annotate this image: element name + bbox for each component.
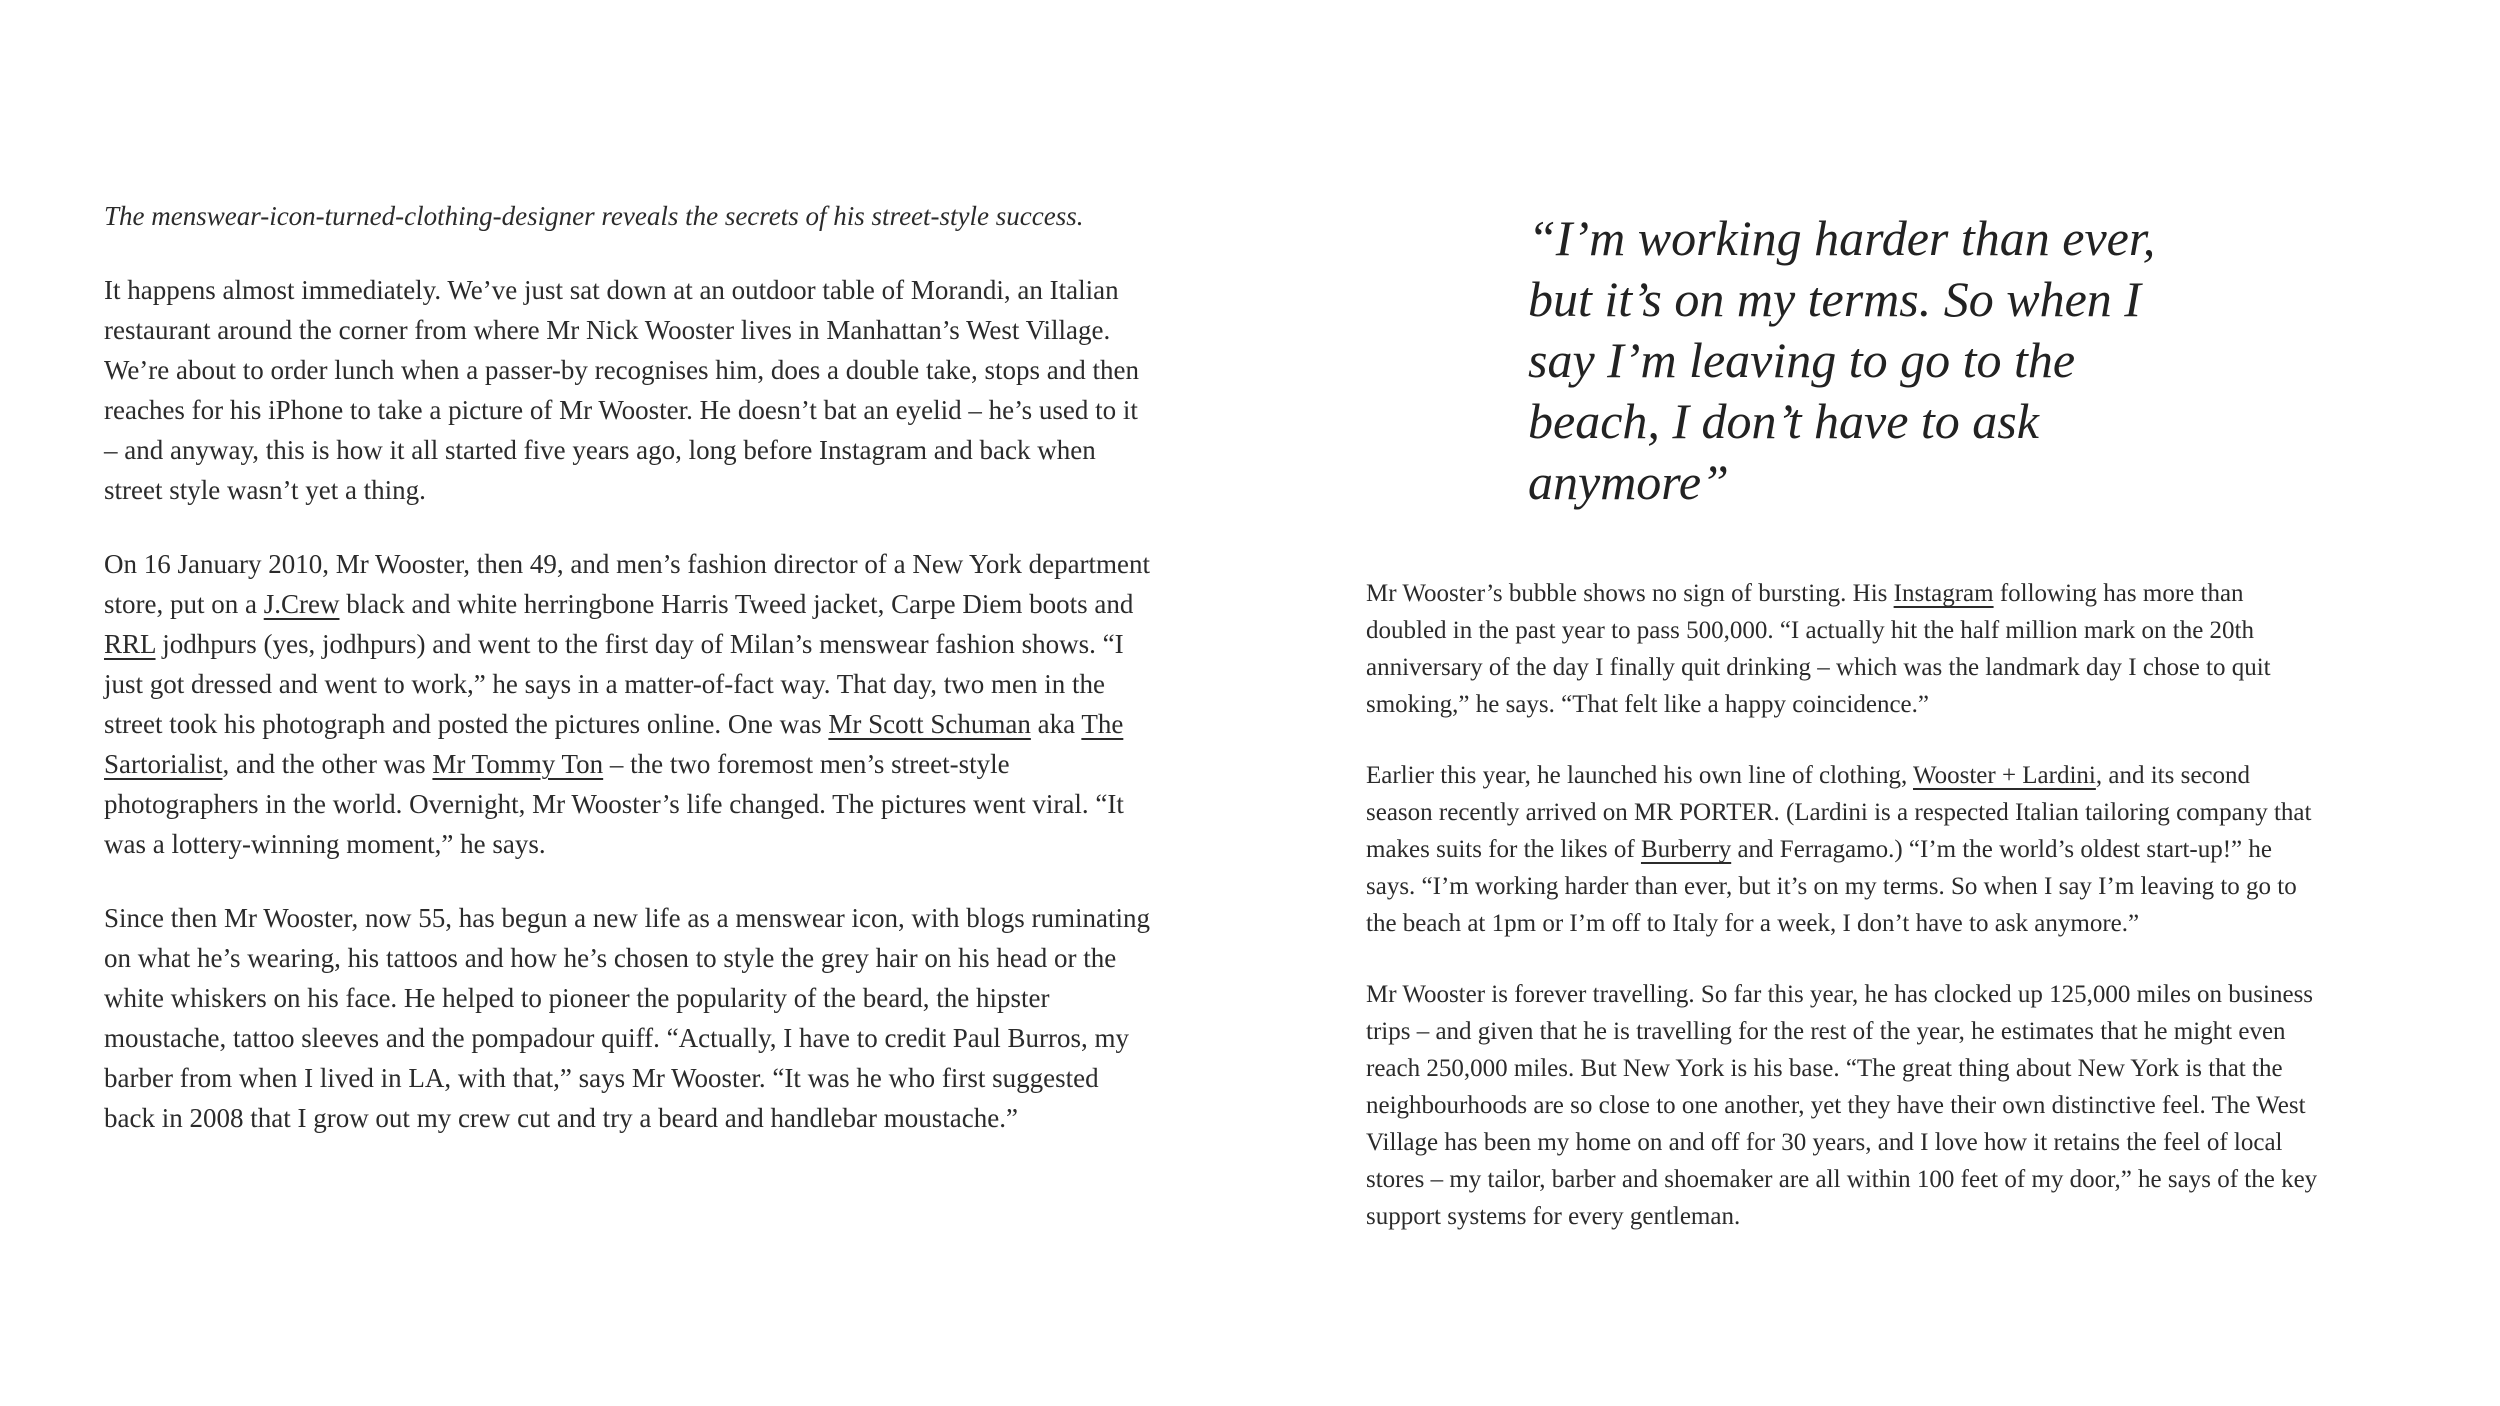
inline-link[interactable]: Burberry xyxy=(1640,836,1732,863)
right-column xyxy=(1366,208,2318,1269)
article-paragraph: It happens almost immediately. We’ve just sat down at an outdoor table of Morandi, an Italian restaurant around the corner from where Mr Nick Wooster lives in Manhattan’s West Village. We’re about to order lunch when a passer-by recognises him, does a double take, stops and then reaches for his iPhone to take a picture of Mr Wooster. He doesn’t bat an eyelid – he’s used to it – and anyway, this is how it all started five years ago, long before Instagram and back when street style wasn’t yet a thing. xyxy=(104,275,1139,505)
pull-quote: “I’m working harder than ever, but it’s on my terms. So when I say I’m leaving to go to the beach, I don’t have to ask anymore” xyxy=(1528,210,2156,510)
inline-link[interactable]: RRL xyxy=(104,629,156,659)
right-column-body xyxy=(1366,575,2318,1235)
article-paragraph: Since then Mr Wooster, now 55, has begun a new life as a menswear icon, with blogs ruminating on what he’s wearing, his tattoos and how he’s chosen to style the grey hair on his head or the white whiskers on his face. He helped to pioneer the popularity of the beard, the hipster moustache, tattoo sleeves and the pompadour quiff. “Actually, I have to credit Paul Burros, my barber from when I lived in LA, with that,” says Mr Wooster. “It was he who first suggested back in 2008 that I grow out my crew cut and try a beard and handlebar moustache.” xyxy=(104,903,1151,1133)
article-paragraph: Mr Wooster’s bubble shows no sign of bursting. His Instagram following has more than doubled in the past year to pass 500,000. “I actually hit the half million mark on the 20th anniversary of the day I finally quit drinking – which was the landmark day I chose to quit smoking,” he says. “That felt like a happy coincidence.” xyxy=(1366,580,2271,718)
inline-link[interactable]: Instagram xyxy=(1893,580,1994,607)
inline-link[interactable]: Wooster + Lardini xyxy=(1913,762,2096,789)
standfirst: The menswear-icon-turned-clothing-designer reveals the secrets of his street-style success. xyxy=(104,201,1084,231)
inline-link[interactable]: J.Crew xyxy=(263,589,340,619)
inline-link[interactable]: Mr Scott Schuman xyxy=(828,709,1031,739)
left-column-body xyxy=(104,270,1152,1138)
inline-link[interactable]: Mr Tommy Ton xyxy=(432,749,604,779)
article-paragraph: Mr Wooster is forever travelling. So far this year, he has clocked up 125,000 miles on business trips – and given that he is travelling for the rest of the year, he estimates that he might even reach 250,000 miles. But New York is his base. “The great thing about New York is that the neighbourhoods are so close to one another, yet they have their own distinctive feel. The West Village has been my home on and off for 30 years, and I love how it retains the feel of local stores – my tailor, barber and shoemaker are all within 100 feet of my door,” he says of the key support systems for every gentleman. xyxy=(1366,981,2318,1230)
article-paragraph: Earlier this year, he launched his own line of clothing, Wooster + Lardini, and its second season recently arrived on MR PORTER. (Lardini is a respected Italian tailoring company that makes suits for the likes of Burberry and Ferragamo.) “I’m the world’s oldest start-up!” he says. “I’m working harder than ever, but it’s on my terms. So when I say I’m leaving to go to the beach at 1pm or I’m off to Italy for a week, I don’t have to ask anymore.” xyxy=(1366,762,2312,937)
inline-link[interactable]: The Sartorialist xyxy=(104,709,1124,779)
article-paragraph: On 16 January 2010, Mr Wooster, then 49, and men’s fashion director of a New York department store, put on a J.Crew black and white herringbone Harris Tweed jacket, Carpe Diem boots and RRL jodhpurs (yes, jodhpurs) and went to the first day of Milan’s menswear fashion shows. “I just got dressed and went to work,” he says in a matter-of-fact way. That day, two men in the street took his photograph and posted the pictures online. One was Mr Scott Schuman aka The Sartorialist, and the other was Mr Tommy Ton – the two foremost men’s street-style photographers in the world. Overnight, Mr Wooster’s life changed. The pictures went viral. “It was a lottery-winning moment,” he says. xyxy=(104,549,1151,859)
left-column xyxy=(104,196,1152,1172)
